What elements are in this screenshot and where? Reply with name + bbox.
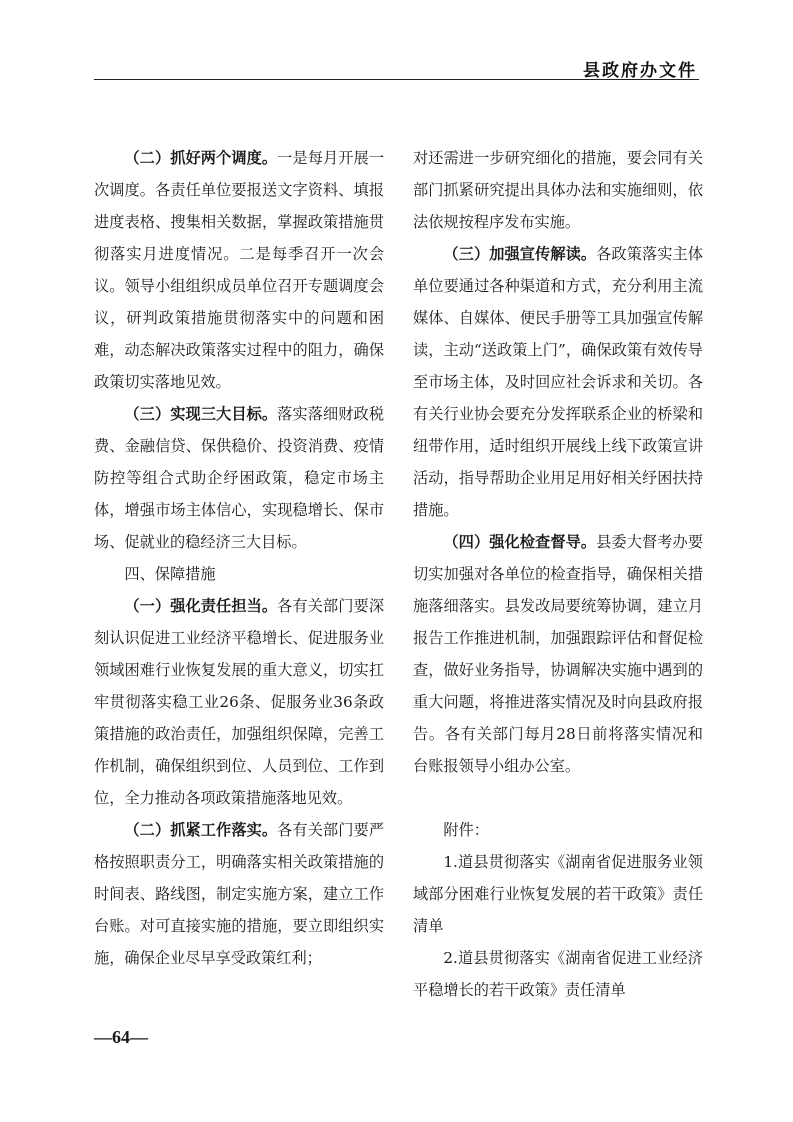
left-column — [94, 142, 384, 974]
paragraph-body: 一是每月开展一次调度。各责任单位要报送文字资料、填报进度表格、搜集相关数据，掌握政策措施贯彻落实月进度情况。二是每季召开一次会议。领导小组组织成员单位召开专题调度会议，研判政策措施贯彻落实中的问题和困难，动态解决政策落实过程中的阻力，确保政策切实落地见效。 — [94, 149, 385, 391]
document-header-title: 县政府办文件 — [583, 61, 697, 81]
paragraph-heading: （三）加强宣传解读。 — [443, 245, 597, 263]
paragraph-heading: （二）抓紧工作落实。 — [124, 821, 278, 839]
paragraph-responsibility — [94, 590, 384, 814]
paragraph-body: 落实落细财政税费、金融信贷、保供稳价、投资消费、疫情防控等组合式助企纾困政策，稳定市场主体，增强市场主体信心，实现稳增长、保市场、促就业的稳经济三大目标。 — [94, 405, 385, 551]
right-column — [413, 142, 703, 1006]
paragraph-heading: （二）抓好两个调度。 — [124, 149, 278, 167]
paragraph-body: 县委大督考办要切实加强对各单位的检查指导，确保相关措施落细落实。县发改局要统筹协调，建立月报告工作推进机制，加强跟踪评估和督促检查，做好业务指导，协调解决实施中遇到的重大问题，将推进落实情况及时向县政府报告。各有关部门每月28日前将落实情况和台账报领导小组办公室。 — [413, 533, 704, 775]
paragraph-body: 各有关部门要严格按照职责分工，明确落实相关政策措施的时间表、路线图，制定实施方案，建立工作台账。对可直接实施的措施，要立即组织实施，确保企业尽早享受政策红利； — [94, 821, 385, 967]
header-divider — [94, 79, 699, 80]
attachments-label: 附件： — [443, 821, 489, 839]
paragraph-continuation: 对还需进一步研究细化的措施，要会同有关部门抓紧研究提出具体办法和实施细则，依法依规按程序发布实施。 — [413, 149, 703, 231]
page-number: —64— — [94, 1027, 148, 1047]
paragraph-heading: （三）实现三大目标。 — [124, 405, 278, 423]
section-title: 四、保障措施 — [124, 565, 216, 583]
paragraph-body: 各有关部门要深刻认识促进工业经济平稳增长、促进服务业领域困难行业恢复发展的重大意义，切实扛牢贯彻落实稳工业26条、促服务业36条政策措施的政治责任，加强组织保障，完善工作机制，确保组织到位、人员到位、工作到位，全力推动各项政策措施落地见效。 — [94, 597, 385, 807]
attachment-item: 1.道县贯彻落实《湖南省促进服务业领域部分困难行业恢复发展的若干政策》责任清单 — [413, 853, 703, 935]
paragraph-heading: （一）强化责任担当。 — [124, 597, 278, 615]
attachment-item: 2.道县贯彻落实《湖南省促进工业经济平稳增长的若干政策》责任清单 — [413, 949, 703, 999]
paragraph-implementation — [94, 814, 384, 974]
paragraph-publicity — [413, 238, 703, 526]
paragraph-body: 各政策落实主体单位要通过各种渠道和方式，充分利用主流媒体、自媒体、便民手册等工具加强宣传解读，主动“送政策上门”，确保政策有效传导至市场主体，及时回应社会诉求和关切。各有关行业协会要充分发挥联系企业的桥梁和纽带作用，适时组织开展线上线下政策宣讲活动，指导帮助企业用足用好相关纾困扶持措施。 — [413, 245, 704, 519]
paragraph-heading: （四）强化检查督导。 — [443, 533, 597, 551]
paragraph-two-dispatches — [94, 142, 384, 398]
paragraph-three-goals — [94, 398, 384, 558]
paragraph-inspection — [413, 526, 703, 782]
